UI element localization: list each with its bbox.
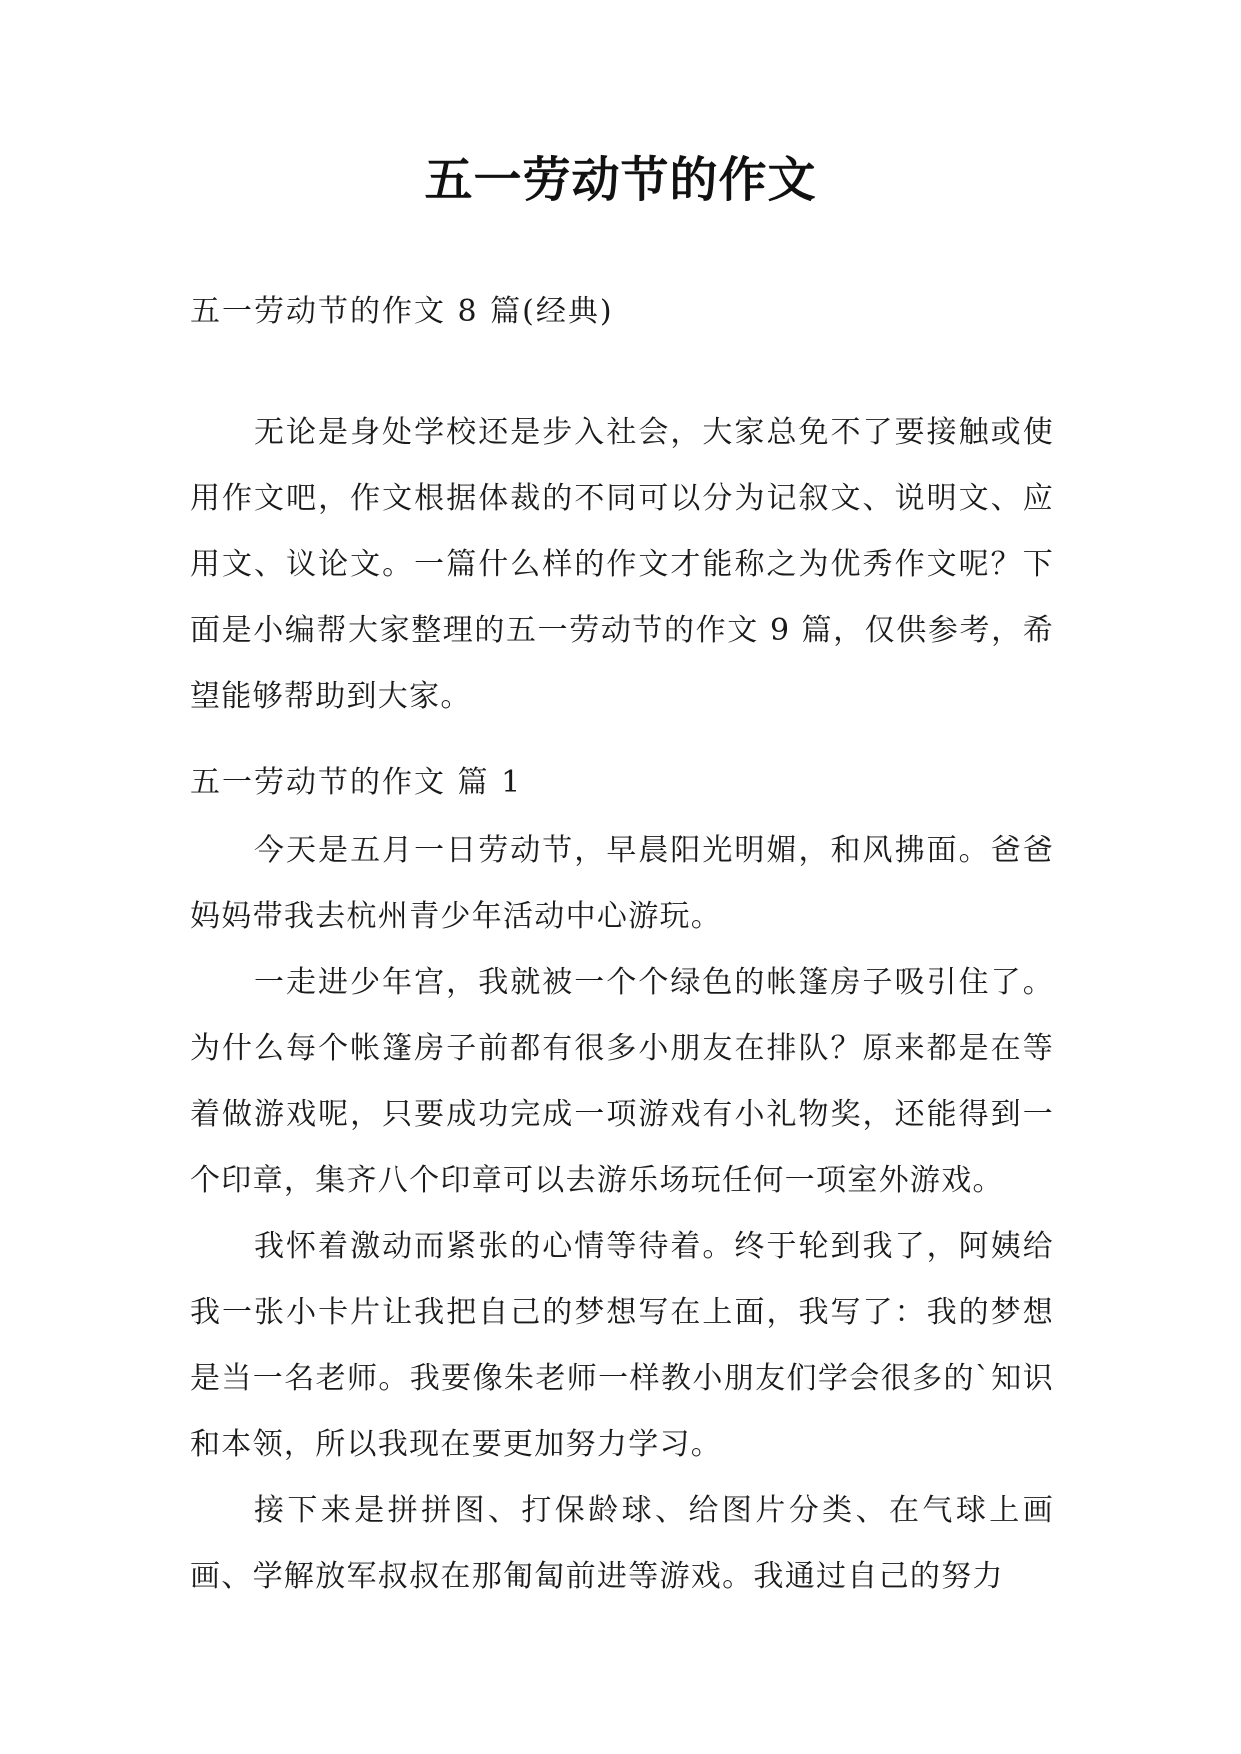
body-paragraph: 今天是五月一日劳动节，早晨阳光明媚，和风拂面。爸爸妈妈带我去杭州青少年活动中心游玩。: [190, 833, 1054, 934]
body-paragraph: 我怀着激动而紧张的心情等待着。终于轮到我了，阿姨给我一张小卡片让我把自己的梦想写在上面，我写了：我的梦想是当一名老师。我要像朱老师一样教小朋友们学会很多的`知识和本领，所以我现在要更加努力学习。: [190, 1229, 1054, 1462]
body-paragraph: 接下来是拼拼图、打保龄球、给图片分类、在气球上画画、学解放军叔叔在那匍匐前进等游戏。我通过自己的努力: [190, 1493, 1054, 1594]
document-subtitle: 五一劳动节的作文 8 篇(经典): [190, 294, 614, 329]
section-body: [190, 818, 1054, 1610]
section-heading: 五一劳动节的作文 篇 1: [190, 765, 523, 800]
document-title: 五一劳动节的作文: [424, 152, 817, 208]
intro-paragraph: 无论是身处学校还是步入社会，大家总免不了要接触或使用作文吧，作文根据体裁的不同可以分为记叙文、说明文、应用文、议论文。一篇什么样的作文才能称之为优秀作文呢？下面是小编帮大家整理的五一劳动节的作文 9 篇，仅供参考，希望能够帮助到大家。: [190, 415, 1054, 714]
body-paragraph: 一走进少年宫，我就被一个个绿色的帐篷房子吸引住了。为什么每个帐篷房子前都有很多小朋友在排队？原来都是在等着做游戏呢，只要成功完成一项游戏有小礼物奖，还能得到一个印章，集齐八个印章可以去游乐场玩任何一项室外游戏。: [190, 965, 1054, 1198]
